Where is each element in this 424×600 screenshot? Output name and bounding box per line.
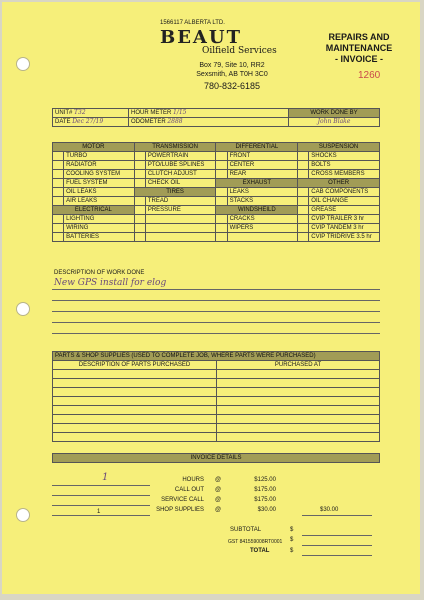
logo-subtitle: Oilfield Services: [202, 46, 277, 56]
rate-price: $175.00: [254, 487, 276, 493]
checklist-section-header: OTHER: [298, 179, 380, 188]
checklist-section-header: EXHAUST: [216, 179, 298, 188]
checklist-section-header: SUSPENSION: [298, 143, 380, 152]
checkbox: [134, 215, 145, 224]
rate-at: @: [215, 507, 222, 513]
invoice-page: 1566117 ALBERTA LTD. BEAUT Oilfield Services Box 79, Site 10, RR2 Sexsmith, AB T0H 3C0 780-832-6185 REPAIRS AND MAINTENANCE - INVOICE - 1260 UNIT# T32 HOUR METER 1/15 WORK DONE BY DATE Dec 27/19 ODOMETER 2888 John Blake MOTOR TRANSMISSION DIFFERENTIAL SUSPENSION TURBO POWERTRAIN FRONT SHOCKS RADIATOR PTO/LUBE SPLINES CENTER BOLTS COOLING SYSTEM CLUTCH ADJUST REAR CROSS MEMBERS FUEL SYSTEM CHECK OIL EXHAUST OTHER OIL LEAKS TIRES LEAKS CAB COMPONENTS AIR LEAKS TREAD STACKS OIL CHANGE ELECTRICAL PRESSURE WINDSHEILD GREASE LIGHTING CRACKS CVIP TRAILER 3 hr WIRING WIPERS CVIP TANDEM 3 hr BATTERIES CVIP TRIDRIVE 3.5 hr DESCRIPTION OF WORK DONE New GPS install for elog PARTS & SHOP SUPPLIES (USED TO COMPLETE JOB, WHERE PARTS WERE PURCHASED) DESCRIPTION OF PARTS PURCHASED PURCHASED AT INVOICE DETAILS 1 1 HOURS @ $125.00 CALL OUT @ $175.00 SERVICE CALL @ $175.00 SHOP SUPPLIES @ $30.00 $30.00 SUBTOTAL $ GST 841559008RT0001 $ TOTAL $: [2, 2, 420, 594]
checklist-section-header: ELECTRICAL: [53, 206, 135, 215]
checklist-section-header: DIFFERENTIAL: [216, 143, 298, 152]
checklist-item-label: BATTERIES: [64, 233, 135, 242]
checkbox[interactable]: [216, 224, 227, 233]
binder-hole: [16, 302, 30, 316]
checkbox[interactable]: [134, 170, 145, 179]
checklist-item-label: COOLING SYSTEM: [64, 170, 135, 179]
checkbox[interactable]: [216, 152, 227, 161]
checkbox[interactable]: [298, 188, 309, 197]
checklist-item-label: [145, 233, 216, 242]
rate-label: CALL OUT: [174, 487, 204, 493]
checklist-item-label: OIL LEAKS: [64, 188, 135, 197]
checklist-item-label: REAR: [227, 170, 298, 179]
checkbox[interactable]: [134, 179, 145, 188]
checkbox[interactable]: [298, 161, 309, 170]
checklist-item-label: RADIATOR: [64, 161, 135, 170]
rate-price: $30.00: [257, 507, 276, 513]
checklist-item-label: WIRING: [64, 224, 135, 233]
checkbox[interactable]: [216, 188, 227, 197]
checklist-item-label: CLUTCH ADJUST: [145, 170, 216, 179]
checklist-item-label: PRESSURE: [145, 206, 216, 215]
checkbox[interactable]: [53, 233, 64, 242]
checkbox[interactable]: [53, 161, 64, 170]
checklist-table: [52, 142, 380, 242]
checklist-item-label: CAB COMPONENTS: [309, 188, 380, 197]
checklist-item-label: LIGHTING: [64, 215, 135, 224]
checkbox[interactable]: [53, 224, 64, 233]
rate-price: $175.00: [254, 497, 276, 503]
hours-qty[interactable]: 1: [102, 472, 109, 483]
invoice-details-header: INVOICE DETAILS: [52, 453, 380, 463]
rate-at: @: [215, 487, 222, 493]
checkbox[interactable]: [53, 170, 64, 179]
checklist-item-label: CVIP TRAILER 3 hr: [309, 215, 380, 224]
description-label: DESCRIPTION OF WORK DONE: [54, 270, 145, 276]
shop-supplies-qty: 1: [97, 509, 101, 515]
checkbox[interactable]: [134, 152, 145, 161]
checklist-item-label: LEAKS: [227, 188, 298, 197]
checklist-item-label: [227, 233, 298, 242]
checklist-item-label: PTO/LUBE SPLINES: [145, 161, 216, 170]
address-line-2: Sexsmith, AB T0H 3C0: [196, 71, 268, 78]
checklist-item-label: STACKS: [227, 197, 298, 206]
checkbox[interactable]: [298, 215, 309, 224]
checkbox[interactable]: [216, 197, 227, 206]
checkbox[interactable]: [134, 206, 145, 215]
checkbox[interactable]: [216, 170, 227, 179]
checklist-item-label: BOLTS: [309, 161, 380, 170]
checklist-item-label: CENTER: [227, 161, 298, 170]
rate-at: @: [215, 497, 222, 503]
checklist-section-header: WINDSHEILD: [216, 206, 298, 215]
checkbox[interactable]: [298, 224, 309, 233]
checkbox[interactable]: [298, 152, 309, 161]
rate-price: $125.00: [254, 477, 276, 483]
total-label: TOTAL: [250, 548, 270, 554]
checkbox[interactable]: [216, 161, 227, 170]
checklist-item-label: SHOCKS: [309, 152, 380, 161]
checklist-item-label: POWERTRAIN: [145, 152, 216, 161]
checkbox[interactable]: [298, 233, 309, 242]
supplies-total: $30.00: [320, 507, 339, 513]
rate-label: SHOP SUPPLIES: [156, 507, 204, 513]
checklist-item-label: [145, 215, 216, 224]
unit-table: UNIT# T32 HOUR METER 1/15 WORK DONE BY DATE Dec 27/19 ODOMETER 2888 John Blake: [52, 108, 380, 127]
checkbox: [134, 233, 145, 242]
checklist-item-label: CVIP TRIDRIVE 3.5 hr: [309, 233, 380, 242]
doc-title: REPAIRS AND MAINTENANCE - INVOICE -: [325, 32, 393, 64]
checklist-item-label: [145, 224, 216, 233]
checkbox[interactable]: [53, 152, 64, 161]
phone: 780-832-6185: [203, 81, 261, 91]
gst-label: GST 841559008RT0001: [228, 539, 283, 545]
checkbox[interactable]: [53, 197, 64, 206]
parts-table: PARTS & SHOP SUPPLIES (USED TO COMPLETE JOB, WHERE PARTS WERE PURCHASED) DESCRIPTION OF PARTS PURCHASED PURCHASED AT: [52, 351, 380, 442]
company-reg: 1566117 ALBERTA LTD.: [160, 20, 225, 26]
checkbox[interactable]: [134, 197, 145, 206]
checklist-item-label: TREAD: [145, 197, 216, 206]
address-line-1: Box 79, Site 10, RR2: [199, 62, 265, 69]
checklist-item-label: FRONT: [227, 152, 298, 161]
rate-at: @: [215, 477, 222, 483]
checklist-item-label: CROSS MEMBERS: [309, 170, 380, 179]
rate-label: HOURS: [182, 477, 204, 483]
binder-hole: [16, 57, 30, 71]
invoice-number: 1260: [358, 70, 381, 81]
checklist-item-label: CHECK OIL: [145, 179, 216, 188]
rate-label: SERVICE CALL: [161, 497, 204, 503]
checklist-section-header: TIRES: [134, 188, 216, 197]
binder-hole: [16, 508, 30, 522]
checklist-item-label: AIR LEAKS: [64, 197, 135, 206]
checklist-item-label: CRACKS: [227, 215, 298, 224]
checkbox[interactable]: [53, 215, 64, 224]
checklist-item-label: GREASE: [309, 206, 380, 215]
checklist-item-label: CVIP TANDEM 3 hr: [309, 224, 380, 233]
checklist-item-label: TURBO: [64, 152, 135, 161]
checkbox[interactable]: [53, 188, 64, 197]
checkbox: [134, 224, 145, 233]
checklist-item-label: OIL CHANGE: [309, 197, 380, 206]
subtotal-label: SUBTOTAL: [230, 527, 262, 533]
checklist-item-label: FUEL SYSTEM: [64, 179, 135, 188]
checklist-section-header: MOTOR: [53, 143, 135, 152]
checklist-item-label: WIPERS: [227, 224, 298, 233]
description-text[interactable]: New GPS install for elog: [54, 278, 167, 288]
checkbox: [216, 233, 227, 242]
checkbox[interactable]: [53, 179, 64, 188]
checkbox[interactable]: [298, 206, 309, 215]
checkbox[interactable]: [298, 170, 309, 179]
beaut-logo: BEAUT: [160, 27, 242, 48]
checkbox[interactable]: [216, 215, 227, 224]
checklist-section-header: TRANSMISSION: [134, 143, 216, 152]
checkbox[interactable]: [134, 161, 145, 170]
checkbox[interactable]: [298, 197, 309, 206]
